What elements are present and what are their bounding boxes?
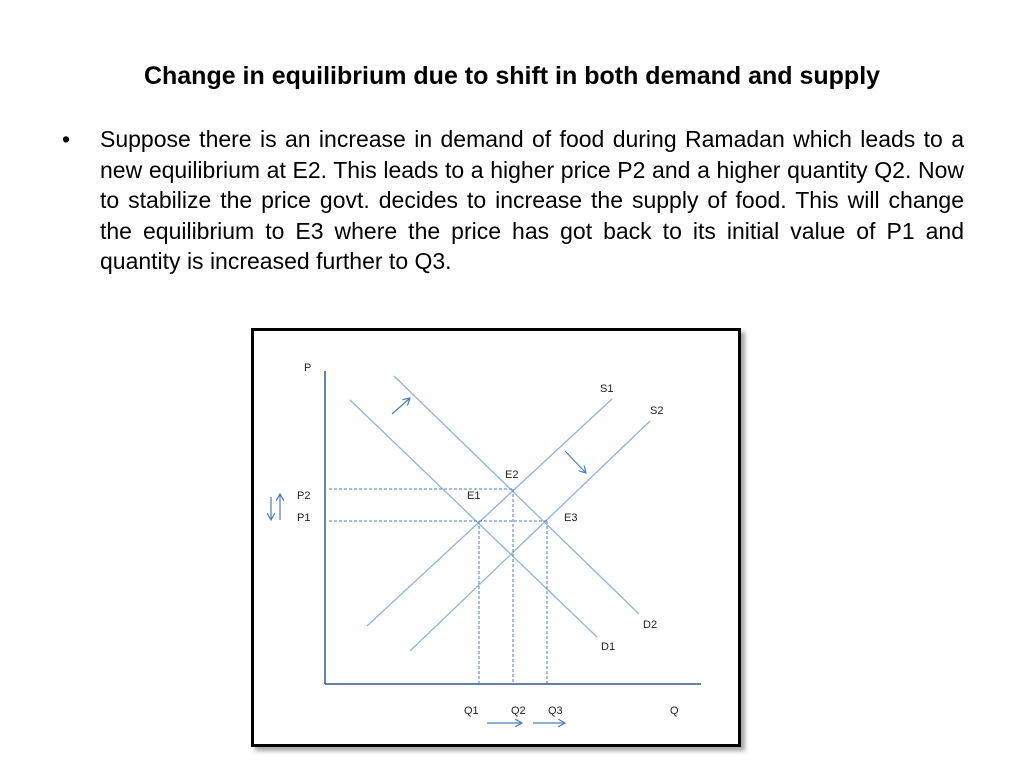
- point-label-e1: E1: [467, 490, 481, 502]
- quantity-label-q3: Q3: [548, 705, 563, 717]
- x-axis-label: Q: [670, 705, 679, 717]
- curve-label-d1: D1: [601, 641, 616, 653]
- quantity-label-q2: Q2: [511, 705, 526, 717]
- bullet-icon: •: [62, 126, 71, 152]
- point-label-e3: E3: [564, 512, 578, 524]
- demand-curve-d2: [394, 376, 639, 614]
- curve-label-s2: S2: [650, 405, 664, 417]
- curve-label-s1: S1: [600, 383, 614, 395]
- bullet-text: Suppose there is an increase in demand of food during Ramadan which leads to a new equilibrium at E2. This leads to a higher price P2 and a higher quantity Q2. Now to stabilize the price govt. decides to increase the supply of food. This will change the equilibrium to E3 where the price has got back to its initial value of P1 and quantity is increased further to Q3.: [100, 126, 964, 274]
- curve-label-d2: D2: [643, 619, 658, 631]
- diagram-canvas: [254, 331, 738, 744]
- supply-curve-s2: [410, 421, 650, 651]
- demand-shift-arrow-icon: [392, 398, 410, 414]
- price-label-p2: P2: [297, 490, 311, 502]
- supply-shift-arrow-icon: [565, 451, 586, 473]
- demand-curve-d1: [350, 400, 597, 637]
- supply-demand-diagram: [251, 328, 741, 747]
- point-label-e2: E2: [505, 469, 519, 481]
- slide-title: Change in equilibrium due to shift in both demand and supply: [143, 62, 881, 90]
- bullet-paragraph: [62, 124, 964, 277]
- quantity-label-q1: Q1: [464, 705, 479, 717]
- price-label-p1: P1: [297, 512, 311, 524]
- y-axis-label: P: [304, 362, 312, 374]
